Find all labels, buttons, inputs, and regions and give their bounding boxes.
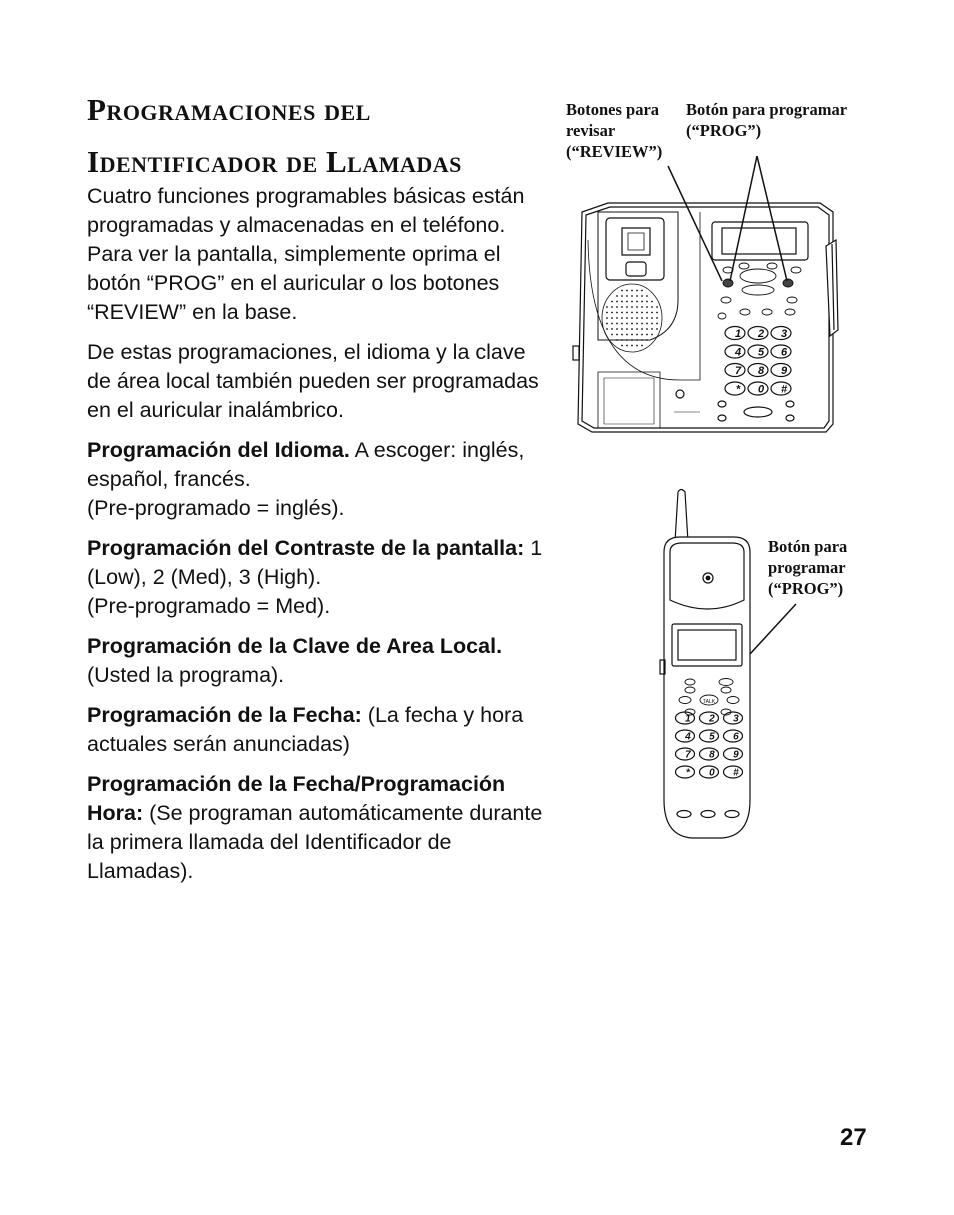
setting-text: (La fecha y hora actuales serán anunciadas) <box>87 703 524 756</box>
callout-line: programar <box>768 558 846 577</box>
handset-note-paragraph: De estas programaciones, el idioma y la clave de área local también pueden ser programadas en el auricular inalámbrico. <box>87 340 539 422</box>
callout-line: (“REVIEW”) <box>566 142 663 161</box>
keypad-key-label: 4 <box>734 346 742 359</box>
base-unit-illustration <box>573 203 838 432</box>
setting-label: Programación de la Clave de Area Local <box>87 634 497 658</box>
keypad-key-label: 6 <box>780 346 788 359</box>
setting-label: Programación del Idioma <box>87 438 344 462</box>
keypad-key-label: 2 <box>757 327 765 340</box>
callout-line: (“PROG”) <box>768 579 844 598</box>
keypad-key-label: 5 <box>757 346 765 359</box>
setting-text: (Se programan automáticamente durante la primera llamada del Identificador de Llamadas). <box>87 801 543 883</box>
setting-text: 1 (Low), 2 (Med), 3 (High). <box>87 536 543 589</box>
setting-sep: : <box>354 703 362 727</box>
keypad-key-label: 1 <box>734 327 742 340</box>
keypad-key-label: 9 <box>733 749 739 761</box>
keypad-key-label: 0 <box>757 383 765 396</box>
handset-illustration <box>660 490 750 839</box>
keypad-key-label: 0 <box>709 767 715 779</box>
setting-sep: : <box>517 536 525 560</box>
setting-sep: . <box>496 634 503 658</box>
callout-line: revisar <box>566 121 616 140</box>
setting-default: (Pre-programado = inglés). <box>87 496 345 520</box>
keypad-key-label: 7 <box>685 749 691 761</box>
callout-line: (“PROG”) <box>686 121 762 140</box>
keypad-key-label: 8 <box>709 749 715 761</box>
keypad-key-label: # <box>733 767 739 779</box>
keypad-key-label: * <box>685 767 690 779</box>
title-line-2: Identificador de Llamadas <box>87 144 462 179</box>
keypad-key-label: 9 <box>780 364 788 377</box>
keypad-key-label: # <box>780 383 788 396</box>
setting-text: A escoger: inglés, español, francés. <box>87 438 525 491</box>
keypad-key-label: * <box>735 383 741 396</box>
keypad-key-label: 6 <box>733 731 739 743</box>
keypad-key-label: 8 <box>757 364 765 377</box>
setting-default: (Pre-programado = Med). <box>87 594 331 618</box>
setting-default: (Usted la programa). <box>87 663 285 687</box>
keypad-key-label: 3 <box>733 713 739 725</box>
setting-label: Programación de la Fecha <box>87 703 355 727</box>
keypad-key-label: 2 <box>709 713 715 725</box>
title-line-1: Programaciones del <box>87 92 371 127</box>
keypad-key-label: 5 <box>709 731 715 743</box>
setting-sep: . <box>343 438 350 462</box>
keypad-key-label: 7 <box>734 364 742 377</box>
callout-line: Botones para <box>566 100 660 119</box>
intro-paragraph: Cuatro funciones programables básicas están programadas y almacenadas en el teléfono. Para ver la pantalla, simplemente oprima el botón “PROG” en el auricular o los botones “REVIEW” en la base. <box>87 184 525 324</box>
keypad-key-label: 1 <box>685 713 691 725</box>
callout-line: Botón para programar <box>686 100 848 119</box>
page-number: 27 <box>840 1124 867 1151</box>
keypad-key-label: 3 <box>780 327 788 340</box>
setting-label: Programación de la Fecha/Programación Hora: <box>87 772 506 825</box>
keypad-key-label: 4 <box>685 731 691 743</box>
talk-button-label: TALK <box>702 699 716 705</box>
setting-label: Programación del Contraste de la pantalla <box>87 536 518 560</box>
callout-line: Botón para <box>768 537 848 556</box>
